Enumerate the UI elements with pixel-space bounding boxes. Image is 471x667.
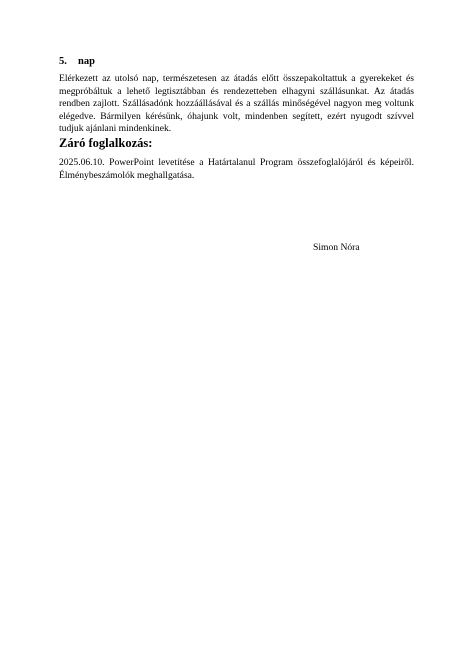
day-heading: [59, 55, 95, 68]
day-title: nap: [78, 56, 95, 67]
day-number: 5.: [59, 56, 67, 67]
day-paragraph: Elérkezett az utolsó nap, természetesen az átadás előtt összepakoltattuk a gyerekeket és megpróbáltuk a lehető legtisztábban és rendezetteben elhagyni szállásunkat. Az átadás rendben zajlott. Szállásadónk hozzáállásával és a szállás minőségével nagyon meg voltunk elégedve. Bármilyen kérésünk, óhajunk volt, mindenben segített, ezért nyugodt szívvel tudjuk ajánlani mindenkinek.: [59, 73, 414, 135]
closing-heading: Záró foglalkozás:: [59, 136, 153, 150]
closing-paragraph: 2025.06.10. PowerPoint levetítése a Határtalanul Program összefoglalójáról és képeiről. Élménybeszámolók meghallgatása.: [59, 157, 414, 181]
signature-name: Simon Nóra: [313, 242, 360, 253]
